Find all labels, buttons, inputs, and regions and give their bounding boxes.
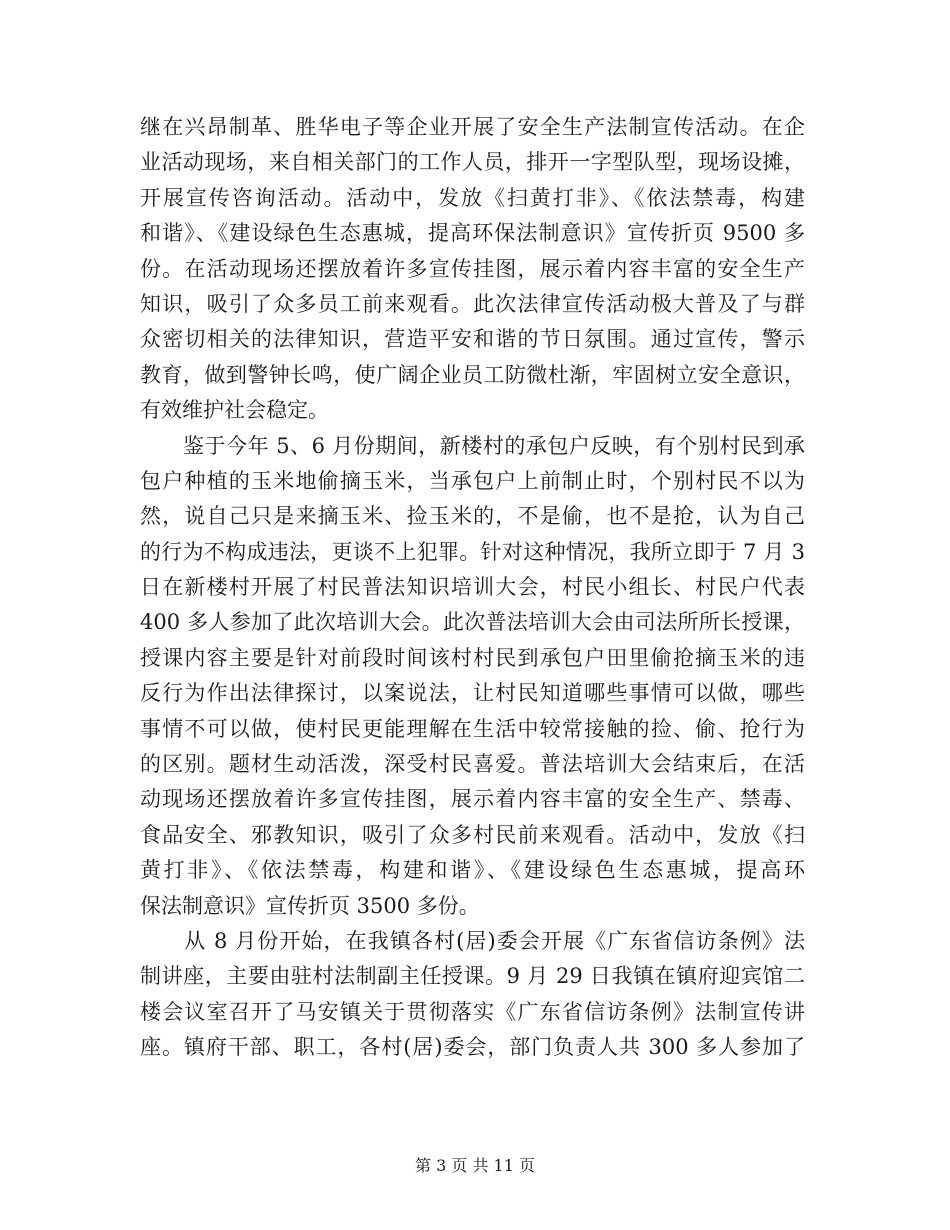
text-line: 包户种植的玉米地偷摘玉米，当承包户上前制止时，个别村民不以为: [140, 468, 805, 493]
text-line: 食品安全、邪教知识，吸引了众多村民前来观看。活动中，发放《扫: [140, 822, 805, 847]
text-line: 从 8 月份开始，在我镇各村(居)委会开展《广东省信访条例》法: [140, 928, 805, 953]
text-line: 日在新楼村开展了村民普法知识培训大会，村民小组长、村民户代表: [140, 575, 805, 600]
text-line: 动现场还摆放着许多宣传挂图，展示着内容丰富的安全生产、禁毒、: [140, 787, 805, 812]
text-line: 反行为作出法律探讨，以案说法，让村民知道哪些事情可以做，哪些: [140, 681, 805, 706]
text-line: 事情不可以做，使村民更能理解在生活中较常接触的捡、偷、抢行为: [140, 716, 805, 741]
text-line: 份。在活动现场还摆放着许多宣传挂图，展示着内容丰富的安全生产: [140, 256, 805, 281]
text-line: 开展宣传咨询活动。活动中，发放《扫黄打非》、《依法禁毒，构建: [140, 185, 805, 210]
text-line: 400 多人参加了此次培训大会。此次普法培训大会由司法所所长授课，: [140, 610, 805, 635]
text-line: 和谐》、《建设绿色生态惠城，提高环保法制意识》宣传折页 9500 多: [140, 221, 805, 246]
text-line: 知识，吸引了众多员工前来观看。此次法律宣传活动极大普及了与群: [140, 291, 805, 316]
text-line: 保法制意识》宣传折页 3500 多份。: [140, 893, 480, 918]
text-line: 继在兴昂制革、胜华电子等企业开展了安全生产法制宣传活动。在企: [140, 115, 805, 139]
text-line: 黄打非》、《依法禁毒，构建和谐》、《建设绿色生态惠城，提高环: [140, 858, 805, 883]
text-line: 众密切相关的法律知识，营造平安和谐的节日氛围。通过宣传，警示: [140, 327, 805, 352]
text-line: 的行为不构成违法，更谈不上犯罪。针对这种情况，我所立即于 7 月 3: [140, 539, 805, 564]
text-line: 有效维护社会稳定。: [140, 398, 329, 423]
text-line: 然，说自己只是来摘玉米、捡玉米的，不是偷，也不是抢，认为自己: [140, 504, 805, 529]
text-line: 座。镇府干部、职工，各村(居)委会，部门负责人共 300 多人参加了: [140, 1035, 805, 1060]
text-line: 的区别。题材生动活泼，深受村民喜爱。普法培训大会结束后，在活: [140, 752, 805, 777]
text-line: 鉴于今年 5、6 月份期间，新楼村的承包户反映，有个别村民到承: [140, 433, 805, 458]
body-text: [140, 110, 805, 1066]
text-line: 教育，做到警钟长鸣，使广阔企业员工防微杜渐，牢固树立安全意识，: [140, 362, 805, 387]
text-line: 楼会议室召开了马安镇关于贯彻落实《广东省信访条例》法制宣传讲: [140, 999, 805, 1024]
text-line: 业活动现场，来自相关部门的工作人员，排开一字型队型，现场设摊，: [140, 150, 805, 175]
page-number-footer: 第 3 页 共 11 页: [415, 1156, 535, 1175]
text-line: 授课内容主要是针对前段时间该村村民到承包户田里偷抢摘玉米的违: [140, 645, 805, 670]
text-line: 制讲座，主要由驻村法制副主任授课。9 月 29 日我镇在镇府迎宾馆二: [140, 964, 805, 989]
